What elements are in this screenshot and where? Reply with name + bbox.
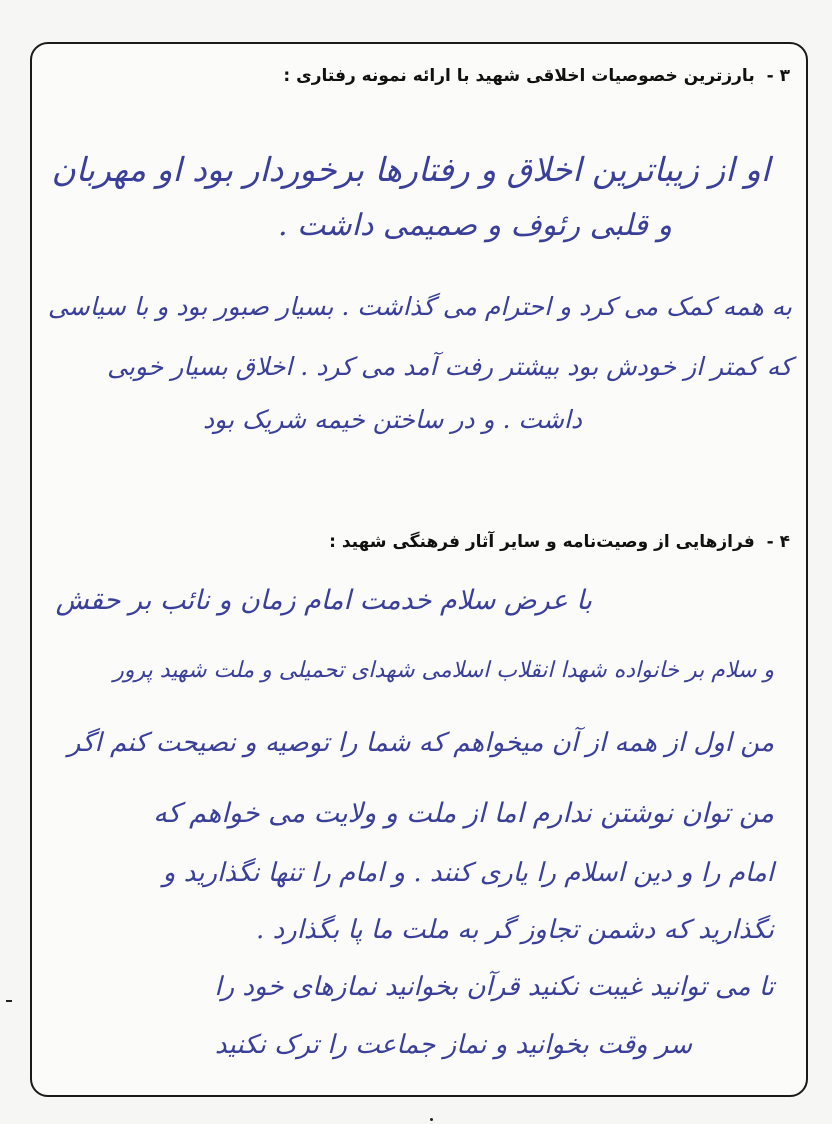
section-4-title: فرازهایی از وصیت‌نامه و سایر آثار فرهنگی شهید : (329, 532, 755, 552)
handwritten-line: و سلام بر خانواده شهدا انقلاب اسلامی شهدای تحمیلی و ملت شهید پرور (113, 658, 774, 683)
scan-speck (430, 1118, 433, 1121)
scan-speck (6, 1000, 12, 1002)
section-3-heading (283, 66, 790, 86)
handwritten-line: او از زیباترین اخلاق و رفتارها برخوردار بود او مهربان (51, 150, 770, 189)
handwritten-line: تا می توانید غیبت نکنید قرآن بخوانید نمازهای خود را (214, 972, 774, 1002)
handwritten-line: امام را و دین اسلام را یاری کنند . و امام را تنها نگذارید و (162, 858, 774, 888)
section-4-heading (329, 532, 790, 552)
handwritten-line: و قلبی رئوف و صمیمی داشت . (278, 208, 672, 243)
handwritten-line: به همه کمک می کرد و احترام می گذاشت . بسیار صبور بود و با سیاسی (47, 292, 792, 321)
handwritten-line: من توان نوشتن ندارم اما از ملت و ولایت می خواهم که (153, 798, 774, 829)
handwritten-line: من اول از همه از آن میخواهم که شما را توصیه و نصیحت کنم اگر (67, 728, 774, 758)
section-3-title: بارزترین خصوصیات اخلاقی شهید با ارائه نمونه رفتاری : (283, 66, 755, 86)
handwritten-line: داشت . و در ساختن خیمه شریک بود (203, 405, 582, 434)
section-4-number: ۴ - (766, 532, 790, 552)
handwritten-line: با عرض سلام خدمت امام زمان و نائب بر حقش (55, 585, 592, 616)
handwritten-line: نگذارید که دشمن تجاوز گر به ملت ما پا بگذارد . (256, 915, 774, 945)
handwritten-line: سر وقت بخوانید و نماز جماعت را ترک نکنید (214, 1030, 692, 1060)
handwritten-line: که کمتر از خودش بود بیشتر رفت آمد می کرد . اخلاق بسیار خوبی (107, 352, 792, 381)
section-3-number: ۳ - (766, 66, 790, 86)
